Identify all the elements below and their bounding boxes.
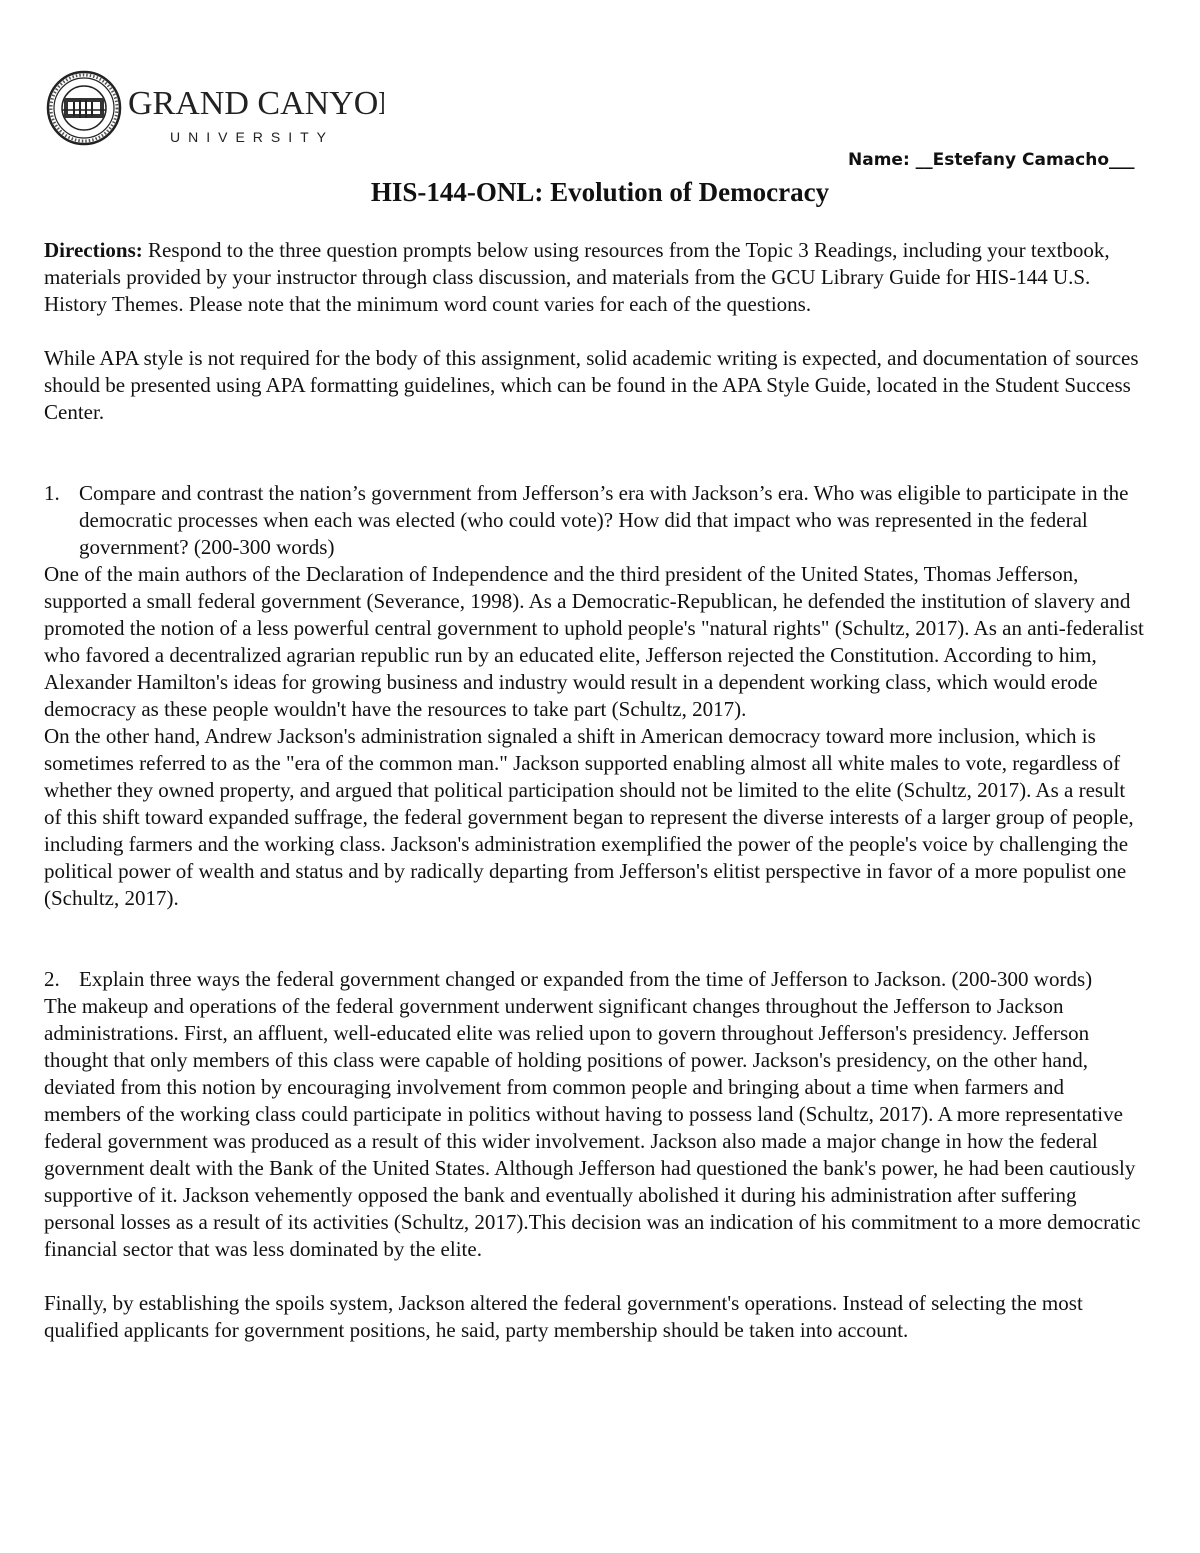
question-2-text: Explain three ways the federal government changed or expanded from the time of Jefferson to Jackson. (200-300 words) — [79, 967, 1093, 991]
answer-2-paragraph-2: Finally, by establishing the spoils system, Jackson altered the federal government's operations. Instead of selecting the most qualified applicants for government positions, he said, party membership should be taken into account. — [44, 1291, 1083, 1342]
logo-name-line2: UNIVERSITY — [170, 129, 335, 145]
question-2-number: 2. — [44, 967, 60, 991]
document-body — [44, 237, 1144, 1344]
answer-1-paragraph-1: One of the main authors of the Declaration of Independence and the third president of the United States, Thomas Jefferson, supported a small federal government (Severance, 1998). As a Democratic-Republican, he defended the institution of slavery and promoted the notion of a less powerful central government to uphold people's "natural rights" (Schultz, 2017). As an anti-federalist who favored a decentralized agrarian republic run by an educated elite, Jefferson rejected the Constitution. According to him, Alexander Hamilton's ideas for growing business and industry would result in a dependent working class, which would erode democracy as these people wouldn't have the resources to take part (Schultz, 2017). — [44, 562, 1144, 721]
directions-text: Respond to the three question prompts below using resources from the Topic 3 Readings, including your textbook, materials provided by your instructor through class discussion, and materials from the GCU Library Guide for HIS-144 U.S. History Themes. Please note that the minimum word count varies for each of the questions. — [44, 238, 1110, 316]
answer-2-paragraph-1: The makeup and operations of the federal government underwent significant changes throughout the Jefferson to Jackson administrations. First, an affluent, well-educated elite was relied upon to govern throughout Jefferson's presidency. Jefferson thought that only members of this class were capable of holding positions of power. Jackson's presidency, on the other hand, deviated from this notion by encouraging involvement from common people and bringing about a time when farmers and members of the working class could participate in politics without having to possess land (Schultz, 2017). A more representative federal government was produced as a result of this wider involvement. Jackson also made a major change in how the federal government dealt with the Bank of the United States. Although Jefferson had questioned the bank's power, he had been cautiously supportive of it. Jackson vehemently opposed the bank and eventually abolished it during his administration after suffering personal losses as a result of its activities (Schultz, 2017).This decision was an indication of his commitment to a more democratic financial sector that was less dominated by the elite. — [44, 994, 1141, 1261]
apa-note: While APA style is not required for the body of this assignment, solid academic writing is expected, and documentation of sources should be presented using APA formatting guidelines, which can be found in the APA Style Guide, located in the Student Success Center. — [44, 346, 1139, 424]
question-1-number: 1. — [44, 481, 60, 505]
question-1-text: Compare and contrast the nation’s government from Jefferson’s era with Jackson’s era. Who was eligible to participate in the democratic processes when each was elected (who could vote)? How did that impact who was represented in the federal government? (200-300 words) — [79, 481, 1129, 559]
logo-name-line1: GRAND CANYON — [128, 85, 384, 122]
university-logo — [44, 70, 384, 150]
document-title: HIS-144-ONL: Evolution of Democracy — [370, 177, 830, 207]
student-name-line: Name: __Estefany Camacho___ — [848, 150, 1135, 170]
answer-1-paragraph-2: On the other hand, Andrew Jackson's administration signaled a shift in American democracy toward more inclusion, which is sometimes referred to as the "era of the common man." Jackson supported enabling almost all white males to vote, regardless of whether they owned property, and argued that political participation should not be limited to the elite (Schultz, 2017). As a result of this shift toward expanded suffrage, the federal government began to represent the diverse interests of a larger group of people, including farmers and the working class. Jackson's administration exemplified the power of the people's voice by challenging the political power of wealth and status and by radically departing from Jefferson's elitist perspective in favor of a more populist one (Schultz, 2017). — [44, 724, 1134, 910]
directions-paragraph — [44, 237, 1144, 318]
question-2-prompt — [44, 966, 1144, 993]
question-1-prompt — [44, 480, 1144, 561]
university-seal-icon — [44, 70, 384, 150]
directions-label: Directions: — [44, 238, 143, 262]
